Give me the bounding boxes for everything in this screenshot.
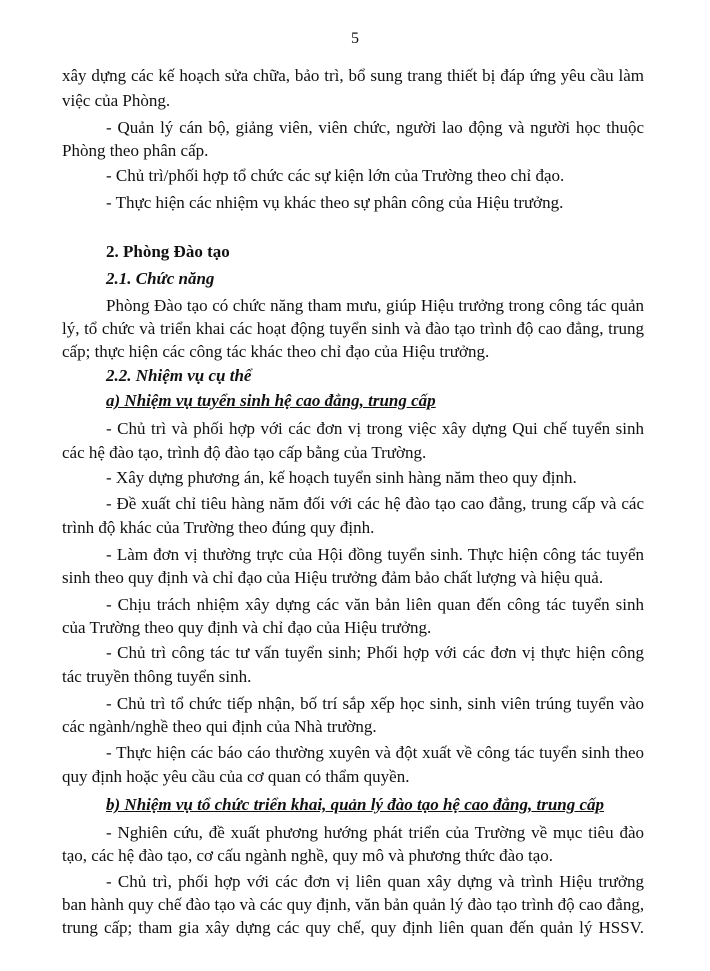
paragraph-line: quy định hoặc yêu cầu của cơ quan có thẩm quyền.: [62, 767, 410, 786]
paragraph-line: việc của Phòng.: [62, 91, 171, 110]
paragraph-line: - Chủ trì tổ chức tiếp nhận, bố trí sắp xếp học sinh, sinh viên trúng tuyển vào: [106, 694, 644, 713]
paragraph-line: - Chủ trì và phối hợp với các đơn vị trong việc xây dựng Qui chế tuyển sinh: [106, 419, 644, 438]
paragraph-line: - Nghiên cứu, đề xuất phương hướng phát triển của Trường về mục tiêu đào: [106, 823, 644, 842]
paragraph-line: - Chủ trì, phối hợp với các đơn vị liên quan xây dựng và trình Hiệu trưởng: [106, 872, 644, 891]
paragraph-line: sinh theo quy định và chỉ đạo của Hiệu trưởng đảm bảo chất lượng và hiệu quả.: [62, 568, 604, 587]
paragraph-line: - Thực hiện các báo cáo thường xuyên và đột xuất về công tác tuyển sinh theo: [106, 743, 644, 762]
subsection-heading: 2.1. Chức năng: [106, 269, 215, 288]
paragraph-line: tạo, các hệ đào tạo, cơ cấu ngành nghề, quy mô và phương thức đào tạo.: [62, 846, 553, 865]
paragraph-line: - Chủ trì/phối hợp tổ chức các sự kiện lớn của Trường theo chỉ đạo.: [106, 166, 565, 185]
task-group-heading: a) Nhiệm vụ tuyển sinh hệ cao đẳng, trung cấp: [106, 391, 436, 410]
paragraph-line: xây dựng các kế hoạch sửa chữa, bảo trì, bổ sung trang thiết bị đáp ứng yêu cầu làm: [62, 66, 644, 85]
paragraph-line: các hệ đào tạo, trình độ đào tạo cấp bằng của Trường.: [62, 443, 427, 462]
paragraph-line: tác truyền thông tuyển sinh.: [62, 667, 252, 686]
paragraph-line: lý, tổ chức và triển khai các hoạt động tuyển sinh và đào tạo trình độ cao đẳng, trung: [62, 319, 644, 338]
paragraph-line: - Thực hiện các nhiệm vụ khác theo sự phân công của Hiệu trưởng.: [106, 193, 564, 212]
subsection-heading: 2.2. Nhiệm vụ cụ thể: [106, 366, 252, 385]
paragraph-line: trung cấp; tham gia xây dựng các quy chế, quy định liên quan đến quản lý HSSV.: [62, 918, 644, 937]
paragraph-line: - Xây dựng phương án, kế hoạch tuyển sinh hàng năm theo quy định.: [106, 468, 577, 487]
page-number: 5: [351, 30, 359, 47]
paragraph-line: trình độ khác của Trường theo đúng quy định.: [62, 518, 375, 537]
paragraph-line: - Quản lý cán bộ, giảng viên, viên chức, người lao động và người học thuộc: [106, 118, 644, 137]
paragraph-line: Phòng Đào tạo có chức năng tham mưu, giúp Hiệu trưởng trong công tác quản: [106, 296, 644, 315]
paragraph-line: - Chịu trách nhiệm xây dựng các văn bản liên quan đến công tác tuyển sinh: [106, 595, 644, 614]
paragraph-line: các ngành/nghề theo qui định của Nhà trường.: [62, 717, 377, 736]
section-heading: 2. Phòng Đào tạo: [106, 242, 230, 261]
paragraph-line: của Trường theo quy định và chỉ đạo của Hiệu trưởng.: [62, 618, 432, 637]
task-group-heading: b) Nhiệm vụ tổ chức triển khai, quản lý đào tạo hệ cao đẳng, trung cấp: [106, 795, 605, 814]
paragraph-line: - Đề xuất chỉ tiêu hàng năm đối với các hệ đào tạo cao đẳng, trung cấp và các: [106, 494, 644, 513]
paragraph-line: - Làm đơn vị thường trực của Hội đồng tuyển sinh. Thực hiện công tác tuyển: [106, 545, 644, 564]
paragraph-line: Phòng theo phân cấp.: [62, 141, 209, 160]
paragraph-line: - Chủ trì công tác tư vấn tuyển sinh; Phối hợp với các đơn vị thực hiện công: [106, 643, 644, 662]
paragraph-line: ban hành quy chế đào tạo và các quy định, văn bản quản lý đào tạo trình độ cao đẳng,: [62, 895, 645, 914]
paragraph-line: cấp; thực hiện các công tác khác theo chỉ đạo của Hiệu trưởng.: [62, 342, 490, 361]
